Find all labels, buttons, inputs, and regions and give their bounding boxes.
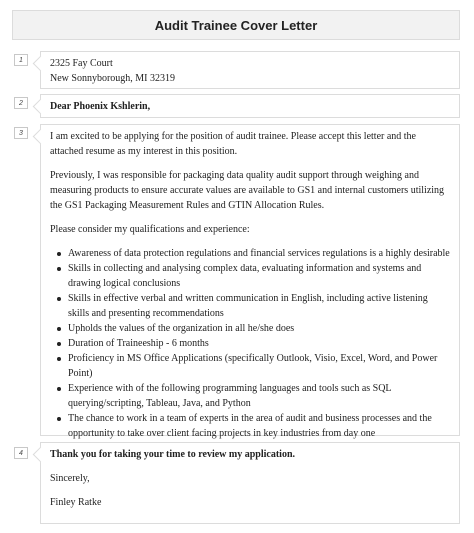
list-item: Skills in effective verbal and written communication in English, including active listening skills and presenting recommendations [68,291,451,321]
list-item: Experience with of the following programming languages and tools such as SQL querying/scripting, Tableau, Java, and Python [68,381,451,411]
experience-paragraph: Previously, I was responsible for packaging data quality audit support through weighing and measuring products to ensure accurate values are available to GS1 and internal customers utilizing the GS1 Packaging Measurement Rules and GTIN Allocation Rules. [50,170,445,211]
section-number-3: 3 [14,127,28,139]
salutation-block [40,94,460,118]
qualifications-lead-in: Please consider my qualifications and experience: [50,224,250,235]
list-item: Upholds the values of the organization in all he/she does [68,321,451,336]
list-item: The chance to work in a team of experts in the area of audit and business processes and the opportunity to take over client facing projects in key industries from day one [68,411,451,441]
list-item: Awareness of data protection regulations and financial services regulations is a highly desirable [68,248,450,259]
letter-title-bar [12,10,460,40]
thank-you-line: Thank you for taking your time to review my application. [50,449,296,460]
list-item: Proficiency in MS Office Applications (specifically Outlook, Visio, Excel, Word, and Power Point) [68,351,451,381]
salutation: Dear Phoenix Kshlerin, [50,101,151,112]
letter-body-block [40,124,460,439]
address-block [40,51,460,89]
page-title: Audit Trainee Cover Letter [154,17,318,33]
section-number-2: 2 [14,97,28,109]
signature-name: Finley Ratke [50,497,102,508]
qualifications-list [50,246,451,441]
closing-line: Sincerely, [50,473,90,484]
address-line-2: New Sonnyborough, MI 32319 [50,73,175,84]
section-number-4: 4 [14,447,28,459]
list-item: Duration of Traineeship - 6 months [68,336,451,351]
intro-paragraph: I am excited to be applying for the position of audit trainee. Please accept this letter and the attached resume as my interest in this position. [50,131,416,157]
list-item: Skills in collecting and analysing complex data, evaluating information and systems and drawing logical conclusions [68,261,451,291]
closing-block [40,442,460,524]
section-number-1: 1 [14,54,28,66]
address-line-1: 2325 Fay Court [50,58,113,69]
